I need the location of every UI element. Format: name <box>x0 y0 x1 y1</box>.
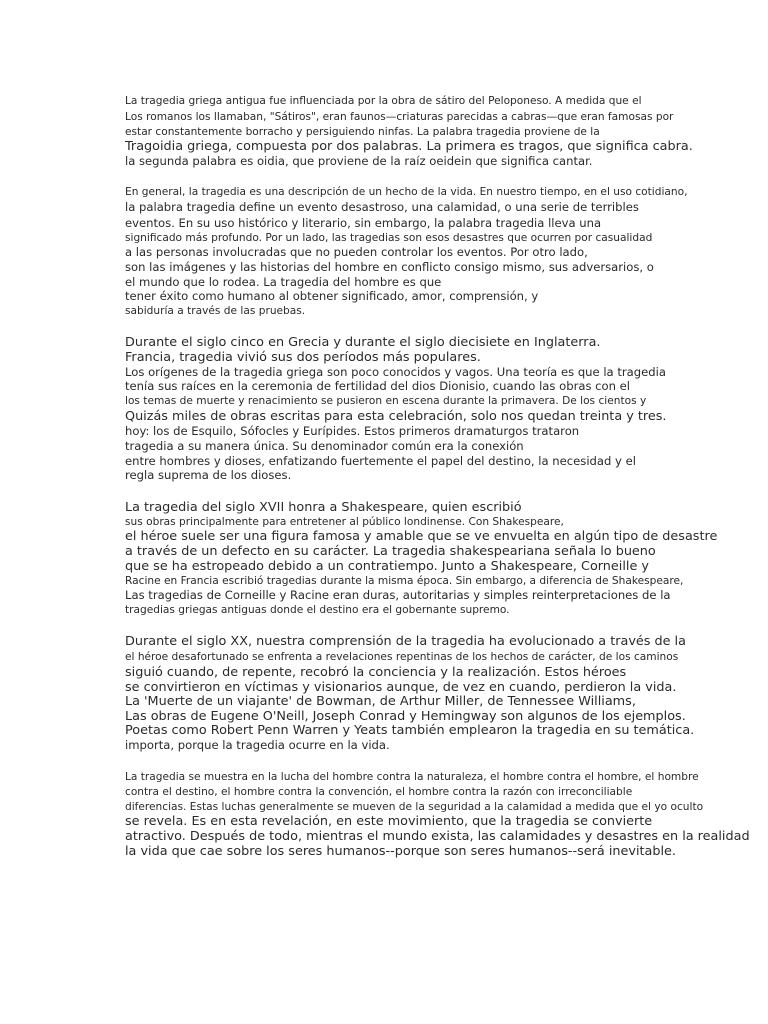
paragraph-4-line-4: a través de un defecto en su carácter. La tragedia shakespeariana señala lo bueno <box>125 544 656 559</box>
paragraph-2-line-1: En general, la tragedia es una descripción de un hecho de la vida. En nuestro tiempo, en el uso cotidiano, <box>125 186 688 198</box>
paragraph-5-line-6: Las obras de Eugene O'Neill, Joseph Conrad y Hemingway son algunos de los ejemplos. <box>125 709 686 724</box>
paragraph-6-line-6: la vida que cae sobre los seres humanos--porque son seres humanos--será inevitable. <box>125 844 676 859</box>
paragraph-2-line-9: sabiduría a través de las pruebas. <box>125 305 306 317</box>
paragraph-2-line-7: el mundo que lo rodea. La tragedia del hombre es que <box>125 275 442 289</box>
paragraph-1-line-5: la segunda palabra es oidia, que proviene de la raíz oeidein que significa cantar. <box>125 154 593 168</box>
paragraph-4-line-5: que se ha estropeado debido a un contratiempo. Junto a Shakespeare, Corneille y <box>125 559 649 574</box>
paragraph-5-line-8: importa, porque la tragedia ocurre en la vida. <box>125 738 390 752</box>
paragraph-6-line-4: se revela. Es en esta revelación, en este movimiento, que la tragedia se convierte <box>125 814 653 829</box>
paragraph-3-line-2: Francia, tragedia vivió sus dos períodos más populares. <box>125 350 481 365</box>
paragraph-5-line-1: Durante el siglo XX, nuestra comprensión de la tragedia ha evolucionado a través de la <box>125 634 686 649</box>
paragraph-5-line-7: Poetas como Robert Penn Warren y Yeats también emplearon la tragedia en su temática. <box>125 723 695 738</box>
paragraph-2-line-3: eventos. En su uso histórico y literario, sin embargo, la palabra tragedia lleva una <box>125 216 602 230</box>
paragraph-3-line-1: Durante el siglo cinco en Grecia y durante el siglo diecisiete en Inglaterra. <box>125 335 601 350</box>
paragraph-3-line-6: Quizás miles de obras escritas para esta celebración, solo nos quedan treinta y tres. <box>125 409 667 424</box>
paragraph-2-line-5: a las personas involucradas que no pueden controlar los eventos. Por otro lado, <box>125 245 588 259</box>
paragraph-2-line-6: son las imágenes y las historias del hombre en conflicto consigo mismo, sus adversarios, o <box>125 260 654 274</box>
paragraph-3-line-3: Los orígenes de la tragedia griega son poco conocidos y vagos. Una teoría es que la tragedia <box>125 365 666 379</box>
paragraph-4-line-7: Las tragedias de Corneille y Racine eran duras, autoritarias y simples reinterpretaciones de la <box>125 588 671 602</box>
paragraph-5-line-2: el héroe desafortunado se enfrenta a revelaciones repentinas de los hechos de carácter, de los caminos <box>125 651 679 663</box>
paragraph-6-line-5: atractivo. Después de todo, mientras el mundo exista, las calamidades y desastres en la realidad <box>125 829 750 844</box>
paragraph-1-line-1: La tragedia griega antigua fue influenciada por la obra de sátiro del Peloponeso. A medida que el <box>125 95 642 107</box>
paragraph-3-line-10: regla suprema de los dioses. <box>125 468 292 482</box>
paragraph-4-line-1: La tragedia del siglo XVII honra a Shakespeare, quien escribió <box>125 500 522 515</box>
paragraph-1-line-4: Tragoidia griega, compuesta por dos palabras. La primera es tragos, que significa cabra. <box>125 139 693 154</box>
paragraph-6-line-2: contra el destino, el hombre contra la convención, el hombre contra la razón con irreconciliable <box>125 786 633 798</box>
paragraph-3-line-7: hoy: los de Esquilo, Sófocles y Eurípides. Estos primeros dramaturgos trataron <box>125 424 580 438</box>
paragraph-4-line-8: tragedias griegas antiguas donde el destino era el gobernante supremo. <box>125 604 510 616</box>
paragraph-5-line-5: La 'Muerte de un viajante' de Bowman, de Arthur Miller, de Tennessee Williams, <box>125 694 636 709</box>
paragraph-3-line-4: tenía sus raíces en la ceremonia de fertilidad del dios Dionisio, cuando las obras con el <box>125 379 631 393</box>
paragraph-3-line-5: los temas de muerte y renacimiento se pusieron en escena durante la primavera. De los cientos y <box>125 395 647 407</box>
paragraph-3-line-9: entre hombres y dioses, enfatizando fuertemente el papel del destino, la necesidad y el <box>125 454 636 468</box>
paragraph-2-line-2: la palabra tragedia define un evento desastroso, una calamidad, o una serie de terribles <box>125 200 639 214</box>
paragraph-4-line-2: sus obras principalmente para entretener al público londinense. Con Shakespeare, <box>125 516 564 528</box>
paragraph-1-line-3: estar constantemente borracho y persiguiendo ninfas. La palabra tragedia proviene de la <box>125 126 600 138</box>
paragraph-5-line-4: se convirtieron en víctimas y visionarios aunque, de vez en cuando, perdieron la vida. <box>125 680 677 695</box>
paragraph-2-line-8: tener éxito como humano al obtener significado, amor, comprensión, y <box>125 289 539 303</box>
paragraph-4-line-3: el héroe suele ser una figura famosa y amable que se ve envuelta en algún tipo de desastre <box>125 529 718 544</box>
paragraph-6-line-3: diferencias. Estas luchas generalmente se mueven de la seguridad a la calamidad a medida que el yo oculto <box>125 801 704 813</box>
paragraph-5-line-3: siguió cuando, de repente, recobró la conciencia y la realización. Estos héroes <box>125 665 627 680</box>
paragraph-1-line-2: Los romanos los llamaban, "Sátiros", eran faunos—criaturas parecidas a cabras—que eran famosas por <box>125 111 674 123</box>
paragraph-2-line-4: significado más profundo. Por un lado, las tragedias son esos desastres que ocurren por casualidad <box>125 232 653 244</box>
paragraph-3-line-8: tragedia a su manera única. Su denominador común era la conexión <box>125 439 524 453</box>
paragraph-6-line-1: La tragedia se muestra en la lucha del hombre contra la naturaleza, el hombre contra el hombre, el hombre <box>125 771 699 783</box>
paragraph-4-line-6: Racine en Francia escribió tragedias durante la misma época. Sin embargo, a diferencia de Shakespeare, <box>125 575 684 587</box>
